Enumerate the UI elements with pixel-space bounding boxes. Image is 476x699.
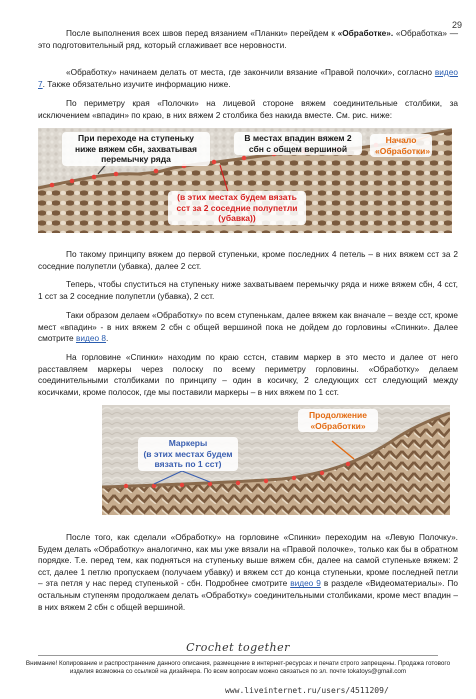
- p6-text-b: .: [106, 333, 109, 344]
- callout-markers-note: (в этих местах будем вязать по 1 сст): [143, 448, 233, 469]
- p6-text-a: Таки образом делаем «Обработку» по всем ступенькам, далее вяжем как вначале – везде сст, кроме мест «впадин» - в них вяжем 2 сбн с общей вершиной пока не дойдем до горловины «Спинки». Далее смотрите: [38, 310, 458, 344]
- video-9-link[interactable]: видео 9: [290, 578, 321, 589]
- paragraph-2: [38, 67, 458, 90]
- paragraph-4: [38, 249, 458, 272]
- photo-front-edge: [38, 128, 452, 233]
- callout-markers: [138, 437, 238, 471]
- paragraph-3: [38, 98, 458, 121]
- paragraph-1: [38, 28, 458, 51]
- callout-start-line1: Начало: [385, 135, 417, 145]
- video-7-link[interactable]: видео 7: [38, 67, 458, 89]
- video-8-link[interactable]: видео 8: [75, 333, 107, 344]
- callout-step-down: При переходе на ступеньку ниже вяжем сбн, захватывая перемычку ряда: [62, 132, 210, 166]
- p2-text-b: . Также обязательно изучите информацию ниже.: [42, 78, 231, 89]
- paragraph-6: [38, 310, 458, 345]
- callout-start: [370, 134, 432, 157]
- callout-start-line2: «Обработки»: [375, 145, 431, 156]
- p8-text-a: После того, как сделали «Обработку» на горловине «Спинки» переходим на «Левую Полочку». Будем делать «Обработку» аналогично, как мы уже вязали на «Правой полочке», только как бы в обратном порядке. Т.е. перед тем, как подняться на ступеньку выше вяжем сбн, далее на самой ступеньке вяжем: 2 сст, далее 1 петлю пропускаем (получаем убавку) и вяжем сст до конца ступеньки, кроме последней петли – эта петля у нас перед ступенькой - сбн. Подробнее смотрите: [38, 532, 458, 589]
- p2-text-a: «Обработку» начинаем делать от места, где закончили вязание «Правой полочки», согласно: [66, 67, 435, 77]
- p7-text: На горловине «Спинки» находим по краю сстсн, ставим маркер в это место и далее от него расставляем маркеры через полоску по всему периметру горловины. «Обработку» делаем соединительными столбиками по принципу – один в косичку, 2 следующих сст следующий между косичками, кроме полосок, где мы поставили маркеры – в них вяжем по 1 сст.: [38, 352, 458, 397]
- callout-markers-title: Маркеры: [168, 438, 208, 448]
- paragraph-5: [38, 279, 458, 302]
- p1-bold: «Обработке».: [337, 28, 394, 38]
- callout-continue: [298, 409, 378, 432]
- p3-text: По периметру края «Полочки» на лицевой стороне вяжем соединительные столбики, за исключением «впадин» по краю, в них вяжем 2 столбика без накида вместе. См. рис. ниже:: [38, 98, 458, 120]
- footer-notice: Внимание! Копирование и распространение данного описания, размещение в интернет-ресурсах и печати строго запрещены. Продажа готового изделия возможна со ссылкой на дизайнера. По всем вопросам можно связаться по эл. почте tokatoys@gmail.com: [25, 660, 451, 675]
- paragraph-7: [38, 352, 458, 398]
- footer-divider: [38, 655, 438, 656]
- p4-text: По такому принципу вяжем до первой ступеньки, кроме последних 4 петель – в них вяжем сст за 2 соседние полупетли (убавка), далее 2 сст.: [38, 249, 458, 271]
- callout-decrease: (в этих местах будем вязать сст за 2 соседние полупетли (убавка)): [168, 191, 306, 225]
- callout-hollows: В местах впадин вяжем 2 сбн с общем вершиной: [234, 132, 362, 155]
- p1-text-a: После выполнения всех швов перед вязанием «Планки» перейдем к: [66, 28, 338, 38]
- footer-logo: Crochet together: [186, 641, 290, 654]
- p5-text: Теперь, чтобы спуститься на ступеньку ниже захватываем перемычку ряда и ниже вяжем сбн, 4 сст, 1 сст за 2 соседние полупетли (убавка), 2 сст.: [38, 279, 458, 301]
- paragraph-8: [38, 532, 458, 613]
- p8-text-b: в разделе «Видеоматериалы». По остальным ступеням продолжаем делать «Обработку» соединительными столбиками, кроме мест впадин – в них вяжем 2 сбн с общей вершиной.: [38, 578, 458, 612]
- callout-continue-line2: «Обработки»: [310, 420, 366, 431]
- photo-neckline: [102, 405, 450, 515]
- page-number: 29: [451, 20, 462, 30]
- watermark-url[interactable]: www.liveinternet.ru/users/4511209/: [225, 686, 389, 695]
- p1-text-b: «Обработка» — это подготовительный ряд, который сглаживает все неровности.: [38, 28, 458, 50]
- callout-continue-line1: Продолжение: [309, 410, 367, 420]
